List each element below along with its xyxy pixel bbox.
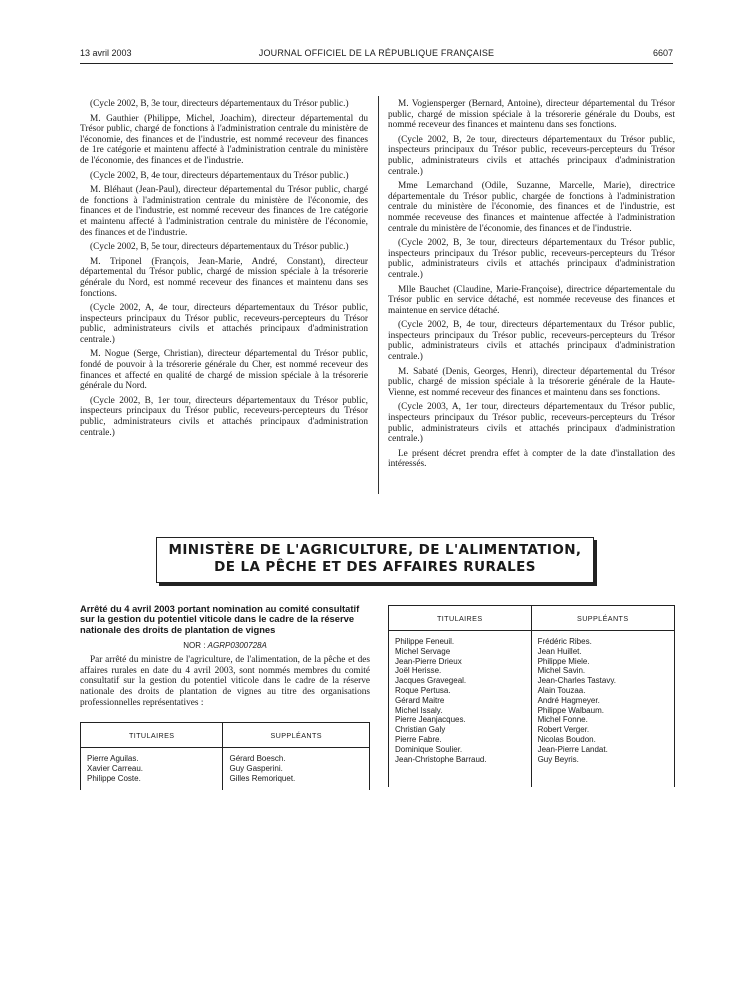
list-item: Frédéric Ribes. <box>537 637 592 646</box>
right-text-column <box>388 99 675 474</box>
list-item: Philippe Coste. <box>87 773 141 783</box>
header-rule <box>80 63 673 64</box>
list-item: Nicolas Boudon. <box>537 734 596 744</box>
paragraph: M. Gauthier (Philippe, Michel, Joachim), directeur départemental du Trésor public, chargé de fonctions à l'administration centrale du ministère de l'économie, des finances et de l'industrie, est nommé receveur des finances de 1re catégorie et maintenu affecté à l'administration centrale du ministère de l'économie, des finances et de l'industrie. <box>80 113 368 166</box>
ministry-heading-line-2: DE LA PÊCHE ET DES AFFAIRES RURALES <box>214 559 536 575</box>
titulaires-list <box>389 631 532 788</box>
list-item: Philippe Feneuil. <box>395 637 455 646</box>
list-item: Guy Beyris. <box>537 754 579 764</box>
list-item: Michel Fonne. <box>537 715 588 725</box>
titulaires-list <box>81 748 223 791</box>
list-item: Jean-Pierre Drieux <box>395 656 462 666</box>
list-item: Pierre Fabre. <box>395 734 442 744</box>
list-item: Michel Servage <box>395 646 451 656</box>
list-item: Jean Huillet. <box>537 646 582 656</box>
paragraph: M. Triponel (François, Jean-Marie, André, Constant), directeur départemental du Trésor public, chargé de mission spéciale à la trésorerie générale du Nord, est nommé receveur des finances et maintenu dans ses fonctions. <box>80 256 368 299</box>
paragraph: (Cycle 2002, B, 3e tour, directeurs départementaux du Trésor public, inspecteurs principaux du Trésor public, receveurs-percepteurs du Trésor public, administrateurs civils et attachés principaux d'administration centrale.) <box>388 238 675 280</box>
list-item: Gérard Maitre <box>395 695 445 705</box>
nor-label: NOR : <box>183 641 206 651</box>
list-item: Gilles Remoriquet. <box>229 773 296 783</box>
ministry-heading-line-1: MINISTÈRE DE L'AGRICULTURE, DE L'ALIMENTATION, <box>168 542 582 558</box>
list-item: André Hagmeyer. <box>537 695 600 705</box>
table-header-titulaires: TITULAIRES <box>81 723 223 748</box>
list-item: Philippe Miele. <box>537 656 590 666</box>
list-item: Guy Gasperini. <box>229 763 283 773</box>
arrete-title: Arrêté du 4 avril 2003 portant nomination au comité consultatif sur la gestion du potentiel viticole dans le cadre de la réserve nationale des droits de plantation de vignes <box>80 603 360 635</box>
arrete-section <box>80 604 370 708</box>
list-item: Robert Verger. <box>537 725 590 735</box>
paragraph: (Cycle 2002, B, 5e tour, directeurs départementaux du Trésor public.) <box>90 242 349 253</box>
list-item: Michel Savin. <box>537 666 586 676</box>
left-text-column <box>80 99 368 442</box>
paragraph: Mlle Bauchet (Claudine, Marie-Françoise), directrice départementale du Trésor public en service détaché, est nommée receveuse des finances et maintenue en service détaché. <box>388 284 675 316</box>
paragraph: M. Vogiensperger (Bernard, Antoine), directeur départemental du Trésor public, chargé de mission spéciale à la trésorerie générale du Doubs, est nommé receveur des finances et maintenu dans ses fonctions. <box>388 99 675 131</box>
table-header-titulaires: TITULAIRES <box>389 606 532 631</box>
list-item: Roque Pertusa. <box>395 685 451 695</box>
list-item: Michel Issaly. <box>395 705 443 715</box>
suppleants-list <box>223 748 370 791</box>
table-row <box>389 631 675 788</box>
column-divider <box>378 96 379 494</box>
paragraph: (Cycle 2002, A, 4e tour, directeurs départementaux du Trésor public, inspecteurs principaux du Trésor public, receveurs-percepteurs du Trésor public, administrateurs civils et attachés principaux d'administration centrale.) <box>80 303 368 345</box>
list-item: Jacques Gravegeal. <box>395 676 467 686</box>
arrete-body: Par arrêté du ministre de l'agriculture, de l'alimentation, de la pêche et des affaires rurales en date du 4 avril 2003, sont nommés membres du comité consultatif sur la gestion du potentiel viticole dans le cadre de la réserve nationale des droits de plantation de vignes au titre des organisations professionnelles représentatives : <box>80 655 370 708</box>
paragraph: (Cycle 2002, B, 2e tour, directeurs départementaux du Trésor public, inspecteurs principaux du Trésor public, receveurs-percepteurs du Trésor public, administrateurs civils et attachés principaux d'administration centrale.) <box>388 134 675 177</box>
paragraph: M. Nogue (Serge, Christian), directeur départemental du Trésor public, fondé de pouvoir à la trésorerie générale du Cher, est nommé receveur des finances et affecté en qualité de chargé de mission spéciale à la trésorerie générale du Nord. <box>80 349 368 392</box>
paragraph: (Cycle 2002, B, 4e tour, directeurs départementaux du Trésor public, inspecteurs principaux du Trésor public, receveurs-percepteurs du Trésor public, administrateurs civils et attachés principaux d'administration centrale.) <box>388 320 675 363</box>
suppleants-list <box>531 631 674 788</box>
paragraph: M. Sabaté (Denis, Georges, Henri), directeur départemental du Trésor public, chargé de mission spéciale à la trésorerie générale de la Haute-Vienne, est nommé receveur des finances et maintenu dans ses fonctions. <box>388 366 675 398</box>
list-item: Jean-Pierre Landat. <box>537 744 608 754</box>
list-item: Christian Galy <box>395 725 446 735</box>
header-date: 13 avril 2003 <box>80 48 132 58</box>
list-item: Alain Touzaa. <box>537 685 586 695</box>
table-header-suppleants: SUPPLÉANTS <box>223 723 370 748</box>
list-item: Gérard Boesch. <box>229 754 286 763</box>
paragraph: (Cycle 2002, B, 3e tour, directeurs départementaux du Trésor public.) <box>90 99 349 109</box>
nor-reference <box>80 641 370 650</box>
list-item: Jean-Christophe Barraud. <box>395 754 487 764</box>
header-journal-title: JOURNAL OFFICIEL DE LA RÉPUBLIQUE FRANÇAISE <box>258 48 495 58</box>
table-header-suppleants: SUPPLÉANTS <box>531 606 674 631</box>
paragraph: (Cycle 2003, A, 1er tour, directeurs départementaux du Trésor public, inspecteurs principaux du Trésor public, receveurs-percepteurs du Trésor public, administrateurs civils et attachés principaux d'administration centrale.) <box>388 402 675 445</box>
list-item: Pierre Jeanjacques. <box>395 715 466 725</box>
list-item: Philippe Walbaum. <box>537 705 604 715</box>
paragraph: (Cycle 2002, B, 1er tour, directeurs départementaux du Trésor public, inspecteurs principaux du Trésor public, receveurs-percepteurs du Trésor public, administrateurs civils et attachés principaux d'administration centrale.) <box>80 395 368 438</box>
paragraph: Le présent décret prendra effet à compter de la date d'installation des intéressés. <box>388 448 675 470</box>
list-item: Jean-Charles Tastavy. <box>537 676 616 686</box>
members-table-left <box>80 722 370 790</box>
members-table-right <box>388 605 675 787</box>
list-item: Xavier Carreau. <box>87 763 144 773</box>
nor-code: AGRP0300728A <box>207 641 267 651</box>
list-item: Dominique Soulier. <box>395 744 463 754</box>
paragraph: Mme Lemarchand (Odile, Suzanne, Marcelle, Marie), directrice départementale du Trésor public, chargée de fonctions à l'administration centrale du ministère de l'économie, des finances et de l'industrie, est nommée receveuse des finances et maintenue affectée à l'administration centrale du ministère de l'économie, des finances et de l'industrie. <box>388 181 675 234</box>
header-page-number: 6607 <box>652 48 673 58</box>
list-item: Pierre Aguilas. <box>87 754 139 763</box>
paragraph: (Cycle 2002, B, 4e tour, directeurs départementaux du Trésor public.) <box>90 170 349 181</box>
paragraph: M. Bléhaut (Jean-Paul), directeur départemental du Trésor public, chargé de fonctions à l'administration centrale du ministère de l'économie, des finances et de l'industrie, est nommé receveur des finances de 1re catégorie et maintenu affecté à l'administration centrale du ministère de l'économie, des finances et de l'industrie. <box>80 185 368 238</box>
running-head <box>80 48 673 60</box>
ministry-heading-box <box>156 537 594 583</box>
list-item: Joël Herisse. <box>395 666 442 676</box>
table-row <box>81 748 370 791</box>
